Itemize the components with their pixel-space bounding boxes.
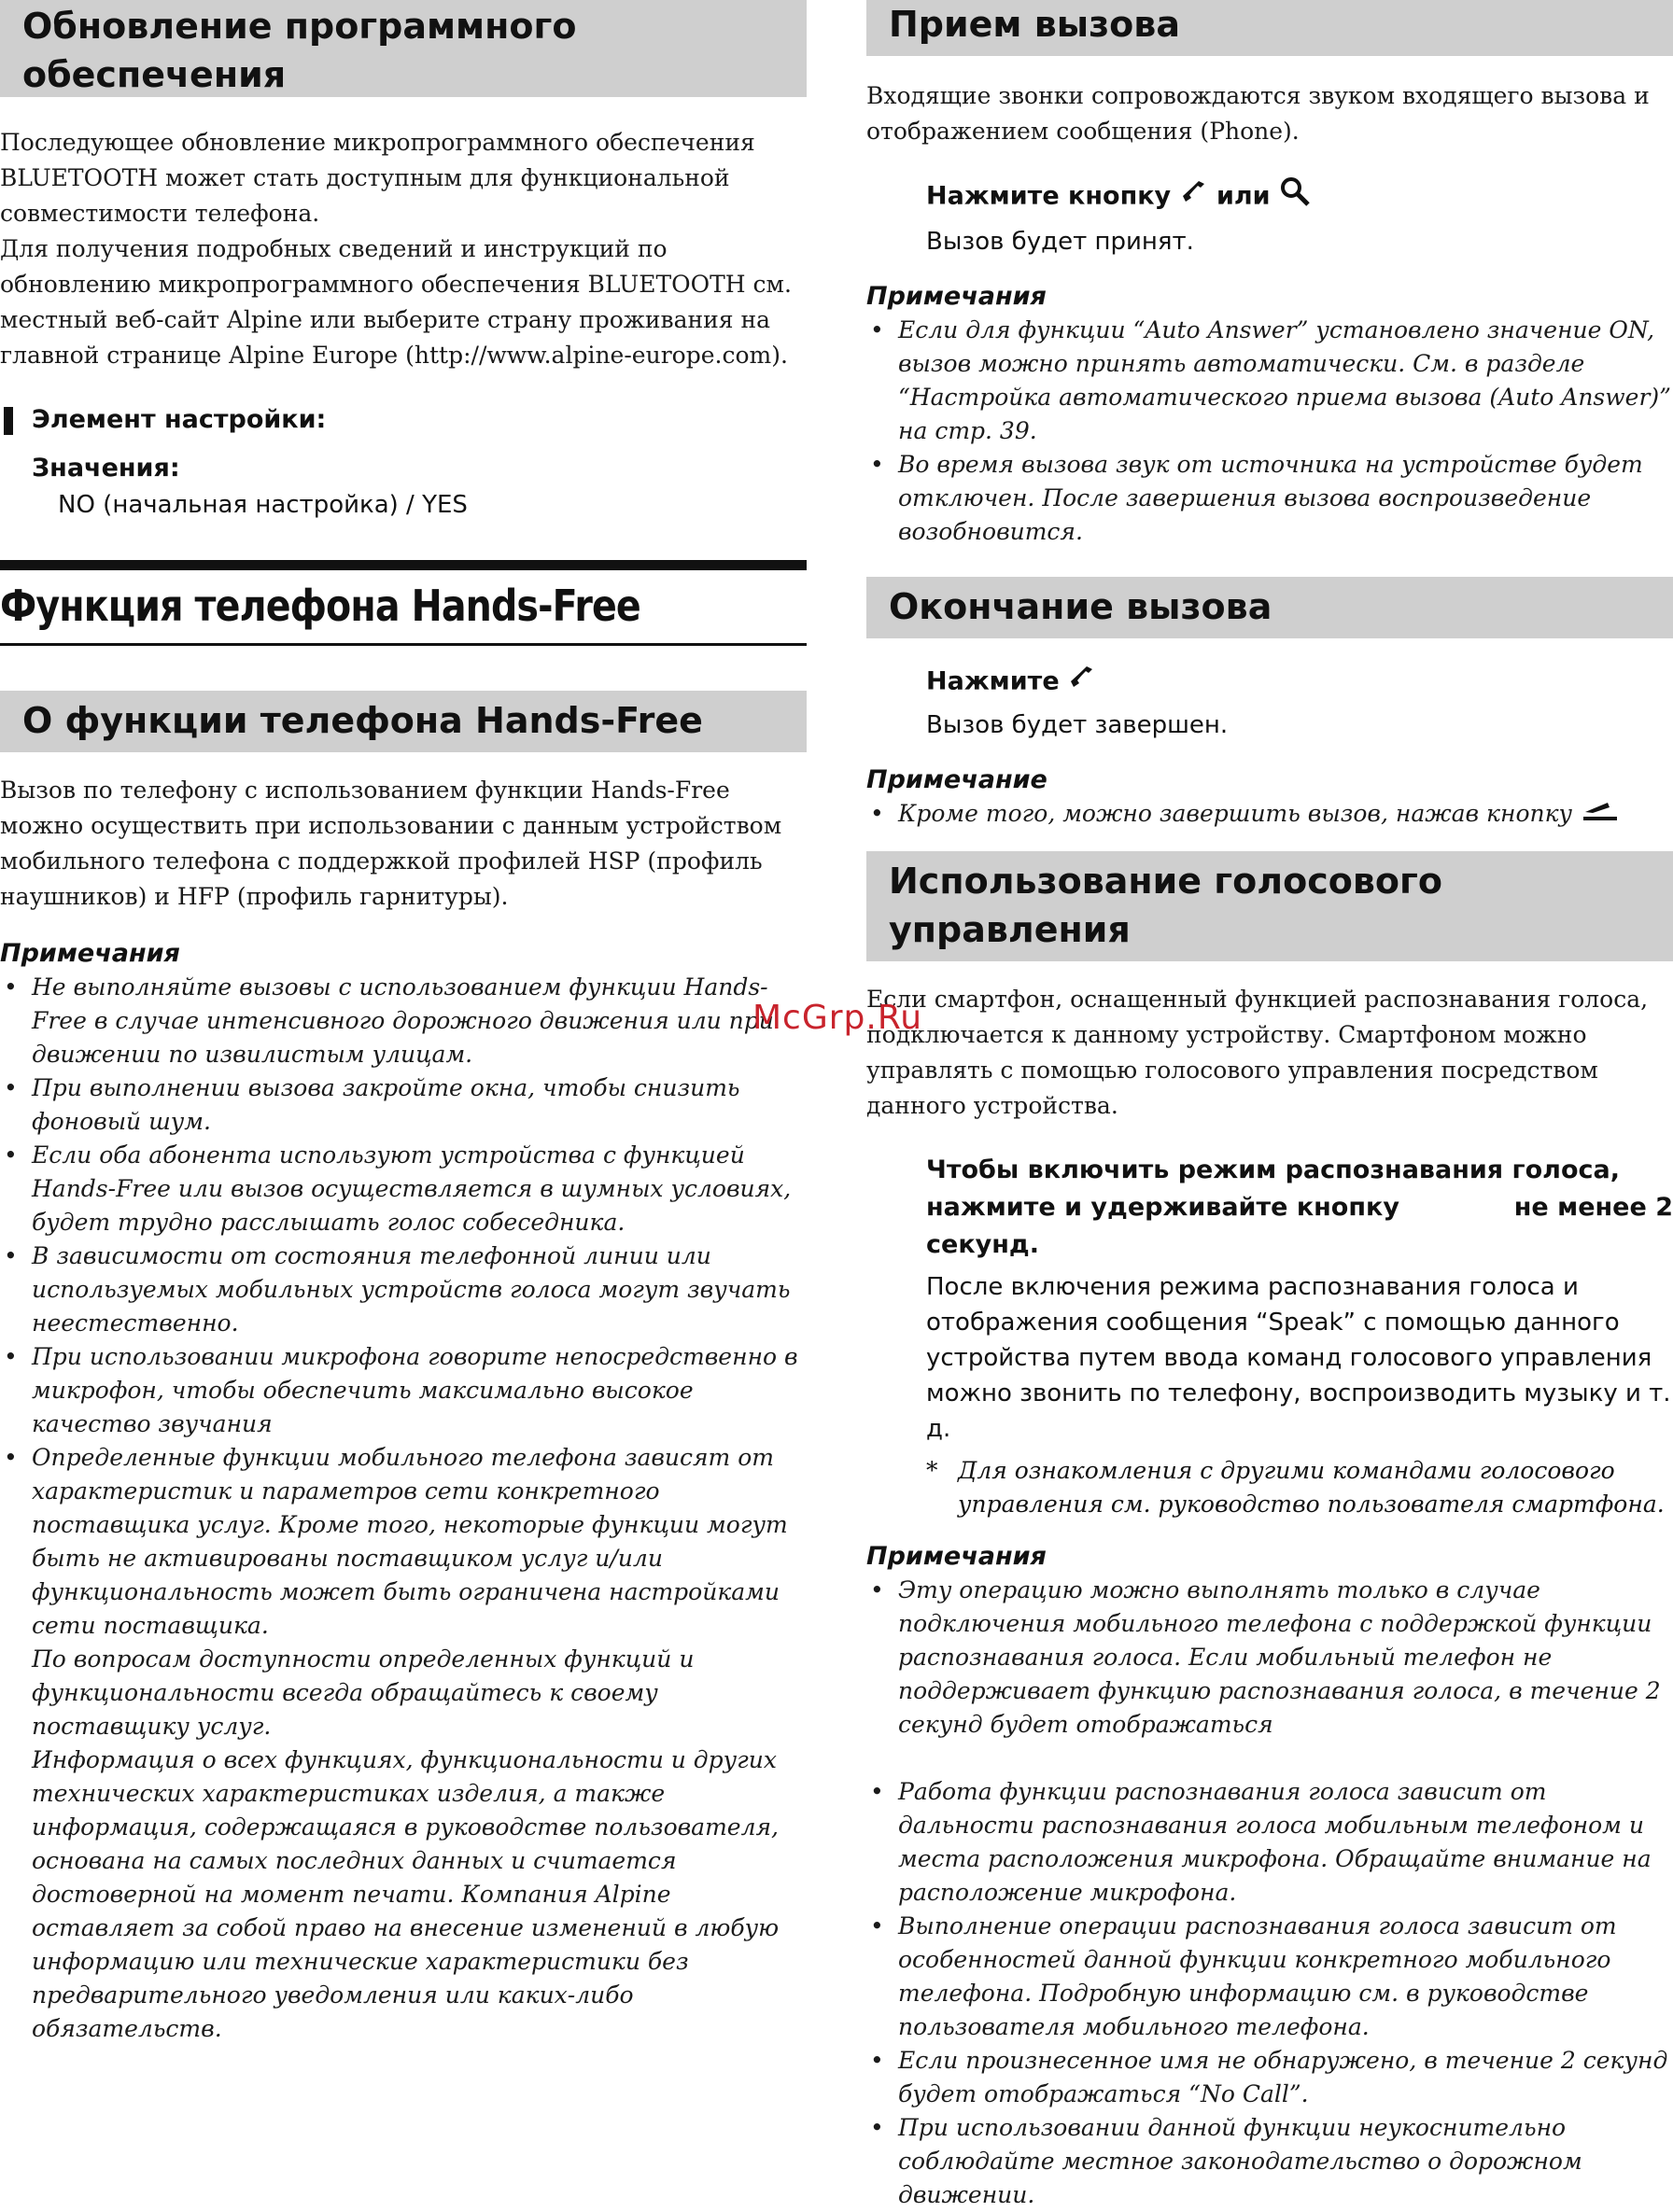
list-item: • Не выполняйте вызовы с использованием функции Hands-Free в случае интенсивного дорожного движения или при движении по извилистым улицам. [0, 971, 807, 1071]
voice-instr-line-1: Чтобы включить режим распознавания голоса, [926, 1155, 1620, 1184]
receive-notes-title: Примечания [866, 282, 1047, 311]
chapter-rule-bottom [0, 643, 807, 646]
phone-icon [1180, 177, 1208, 217]
end-result: Вызов будет завершен. [926, 711, 1229, 739]
list-item: • Во время вызова звук от источника на устройстве будет отключен. После завершения вызова воспроизведение возобновится. [866, 448, 1673, 549]
list-item: • Выполнение операции распознавания голоса зависит от особенностей данной функции конкретного мобильного телефона. Подробную информацию см. в руководстве пользователя мобильного телефона. [866, 1910, 1673, 2044]
receive-result: Вызов будет принят. [926, 228, 1194, 256]
voice-notes-list [866, 1574, 1673, 2212]
voice-instruction [866, 1152, 1673, 1521]
list-item: • Кроме того, можно завершить вызов, нажав кнопку [866, 797, 1673, 833]
list-item: • В зависимости от состояния телефонной линии или используемых мобильных устройств голоса могут звучать неестественно. [0, 1239, 807, 1340]
firmware-paragraph-1: Последующее обновление микропрограммного обеспечения BLUETOOTH может стать доступным для функциональной совместимости телефона. [0, 129, 755, 227]
chapter-rule-top [0, 560, 807, 570]
voice-result: После включения режима распознавания голоса и отображения сообщения “Speak” с помощью данного устройства путем ввода команд голосового управления можно звонить по телефону, воспроизводить музыку и т. д. [926, 1272, 1671, 1443]
list-item: • Если для функции “Auto Answer” установлено значение ON, вызов можно принять автоматически. См. в разделе “Настройка автоматического приема вызова (Auto Answer)” на стр. 39. [866, 314, 1673, 448]
watermark: McGrp.Ru [752, 999, 923, 1037]
instr-text: Нажмите кнопку [926, 181, 1172, 211]
about-notes-title: Примечания [0, 939, 180, 968]
about-notes-list [0, 971, 807, 2046]
chapter-title: Функция телефона Hands-Free [0, 581, 640, 631]
list-item: • Работа функции распознавания голоса зависит от дальности распознавания голоса мобильным телефоном и места расположения микрофона. Обращайте внимание на расположение микрофона. [866, 1775, 1673, 1910]
footnote-text: Для ознакомления с другими командами голосового управления см. руководство пользователя смартфона. [958, 1456, 1665, 1518]
voice-heading: Использование голосового управления [866, 851, 1673, 961]
list-item: • При использовании микрофона говорите непосредственно в микрофон, чтобы обеспечить максимально высокое качество звучания [0, 1340, 807, 1441]
end-note-list [866, 797, 1673, 833]
voice-instr-line-3: секунд. [926, 1229, 1039, 1259]
footnote-mark: * [926, 1456, 938, 1484]
note-paragraph: • Определенные функции мобильного телефона зависят от характеристик и параметров сети конкретного поставщика услуг. Кроме того, некоторые функции могут быть не активированы поставщиком услуг и/или функциональность может быть ограничена настройками сети поставщика. [32, 1444, 788, 1639]
values-label: Значения: [32, 454, 180, 483]
voice-paragraph: Если смартфон, оснащенный функцией распознавания голоса, подключается к данному устройству. Смартфоном можно управлять с помощью голосового управления посредством данного устройства. [866, 985, 1649, 1119]
receive-instruction [866, 175, 1673, 259]
firmware-paragraph-2: Для получения подробных сведений и инструкций по обновлению микропрограммного обеспечения BLUETOOTH см. местный веб-сайт Alpine или выберите страну проживания на главной странице Alpine Europe (http://www.alpine-europe.com). [0, 235, 792, 369]
receive-heading: Прием вызова [866, 0, 1673, 56]
setting-marker [4, 407, 13, 435]
about-heading: О функции телефона Hands-Free [0, 691, 807, 752]
note-paragraph: По вопросам доступности определенных функций и функциональности всегда обращайтесь к своему поставщику услуг. [32, 1645, 695, 1740]
right-column [866, 0, 1673, 2212]
setting-item [0, 399, 807, 523]
values-text: NO (начальная настройка) / YES [58, 491, 468, 519]
voice-instr-line-2: нажмите и удерживайте кнопку не менее 2 [926, 1192, 1673, 1222]
end-heading: Окончание вызова [866, 577, 1673, 638]
left-column [0, 0, 807, 2046]
firmware-heading: Обновление программного обеспечения [0, 0, 807, 97]
back-icon [1580, 799, 1621, 833]
receive-paragraph: Входящие звонки сопровождаются звуком входящего вызова и отображением сообщения (Phone). [866, 82, 1650, 145]
setting-label: Элемент настройки: [32, 405, 327, 434]
about-paragraph: Вызов по телефону с использованием функции Hands-Free можно осуществить при использовании с данным устройством мобильного телефона с поддержкой профилей HSP (профиль наушников) и HFP (профиль гарнитуры). [0, 777, 782, 910]
end-instruction [866, 663, 1673, 743]
end-note-title: Примечание [866, 765, 1047, 794]
instr-or: или [1216, 181, 1271, 211]
instr-text: Нажмите [926, 666, 1060, 696]
phone-icon [1068, 663, 1096, 702]
list-item: • Если произнесенное имя не обнаружено, в течение 2 секунд будет отображаться “No Call”. [866, 2044, 1673, 2111]
voice-footnote [926, 1454, 1673, 1521]
list-item [0, 1441, 807, 2046]
search-icon [1279, 175, 1311, 218]
voice-notes-title: Примечания [866, 1541, 1047, 1571]
list-item: • При использовании данной функции неукоснительно соблюдайте местное законодательство о дорожном движении. [866, 2111, 1673, 2212]
list-item: • Эту операцию можно выполнять только в случае подключения мобильного телефона с поддержкой функции распознавания голоса. Если мобильный телефон не поддерживает функцию распознавания голоса, в течение 2 секунд будет отображаться [866, 1574, 1673, 1742]
list-item: • При выполнении вызова закройте окна, чтобы снизить фоновый шум. [0, 1071, 807, 1139]
note-paragraph: Информация о всех функциях, функциональности и других технических характеристиках изделия, а также информация, содержащаяся в руководстве пользователя, основана на самых последних данных и считается достоверной на момент печати. Компания Alpine оставляет за собой право на внесение изменений в любую информацию или технические характеристики без предварительного уведомления или каких-либо обязательств. [32, 1746, 780, 2042]
receive-notes-list [866, 314, 1673, 549]
list-item: • Если оба абонента используют устройства с функцией Hands-Free или вызов осуществляется в шумных условиях, будет трудно расслышать голос собеседника. [0, 1139, 807, 1239]
